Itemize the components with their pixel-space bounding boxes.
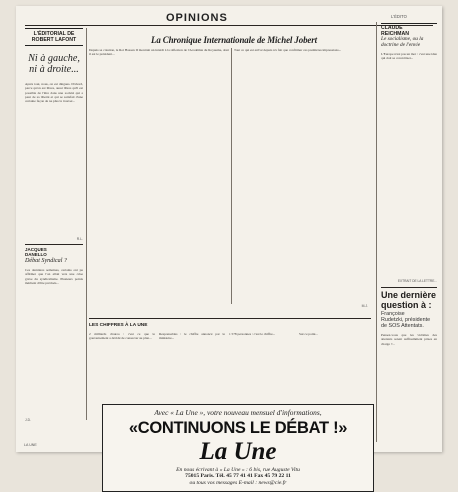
second-article-byline: JACQUES DANELLO: [25, 247, 47, 257]
newspaper-page: [16, 6, 442, 486]
editorial-kicker: L'ÉDITORIAL DE ROBERT LAFONT: [25, 28, 83, 46]
right-column-kicker: CLAUDE REICHMAN: [381, 23, 437, 37]
chronicle-title: La Chronique Internationale de Michel Jobert: [151, 35, 317, 45]
editorial-title: Ni à gauche, ni à droite...: [28, 53, 80, 75]
ad-slogan: «CONTINUONS LE DÉBAT !»: [128, 419, 348, 437]
ad-intro: Avec « La Une », votre nouveau mensuel d'informations,: [154, 408, 322, 417]
top-right-label: L'ÉDITO: [391, 14, 407, 19]
page-footer: LA UNE: [24, 443, 37, 447]
left-column-separator: [86, 28, 87, 420]
editorial-signature: R.L.: [76, 237, 83, 241]
left-divider: [25, 244, 83, 245]
figures-column-2: Responsables : le chiffre annoncé par le ministère...: [159, 332, 225, 341]
right-column-caption: EXTRAIT DE LA LETTRE...: [397, 279, 437, 283]
figures-column-1: 2 milliards d'euros : c'est ce que le gouvernement a décidé de consacrer au plan...: [89, 332, 155, 341]
ad-address-line-1: En nous écrivant à « La Une » : 6 bis, rue Auguste Vitu: [176, 467, 300, 473]
center-divider: [89, 318, 371, 319]
second-article-signature: J.D.: [25, 418, 32, 422]
chronicle-separator: [231, 48, 232, 304]
right-column-separator: [376, 22, 377, 442]
ad-logo: La Une: [199, 438, 277, 465]
figures-column-4: Sur ce point...: [299, 332, 318, 336]
editorial-body: Après tout, nous, on est dingues. D'abord, parce qu'on est libres, aussi libres qu'il est possible de l'être dans une société qui a peur de sa liberté et qui se satisfait d'une certaine façon de ne plus la trouver...: [25, 82, 83, 104]
last-question-subtitle: Françoise Rudetzki, présidente de SOS Attentats.: [381, 311, 431, 329]
ad-address: [103, 467, 373, 486]
chronicle-signature: M.J.: [361, 304, 368, 308]
chronicle-column-2: Tout ce qui est arrivé depuis n'a fait que confirmer ces premières impressions...: [234, 48, 342, 52]
second-article-title: Débat Syndical ?: [25, 258, 67, 264]
last-question-body: Pensez-vous que les victimes des attentats soient suffisamment prises en charge ?...: [381, 333, 437, 346]
advertisement-box: [102, 404, 374, 492]
second-article-body: Ces dernières semaines, certains ont pu affirmer que l'on allait vers une crise grave du syndicalisme. Plusieurs points méritent d'être précisés...: [25, 268, 83, 285]
ad-address-line-3: ou tous vos messages E-mail : news@cie.fr: [189, 479, 287, 486]
top-rule: [25, 25, 433, 26]
last-question-title: Une dernière question à :: [381, 290, 437, 310]
section-title: OPINIONS: [166, 12, 228, 24]
chronicle-column-1: Depuis sa création, le Roi Hassan II montrait un intérêt à la réflexion de l'Académie du Royaume, dont il est le président...: [89, 48, 229, 57]
right-column-body: L'Europe n'est pas un mot : c'est une idée qui doit se concrétiser...: [381, 52, 437, 61]
figures-column-3: 1 578 personnes : c'est le chiffre...: [229, 332, 276, 336]
ad-address-line-2: 75015 Paris. Tél. 45 77 41 41 Fax 45 79 22 11: [185, 473, 291, 480]
figures-title: LES CHIFFRES À LA UNE: [89, 323, 148, 328]
right-column-title: Le socialisme, ou la doctrine de l'envie: [381, 36, 424, 48]
right-divider: [381, 287, 437, 288]
